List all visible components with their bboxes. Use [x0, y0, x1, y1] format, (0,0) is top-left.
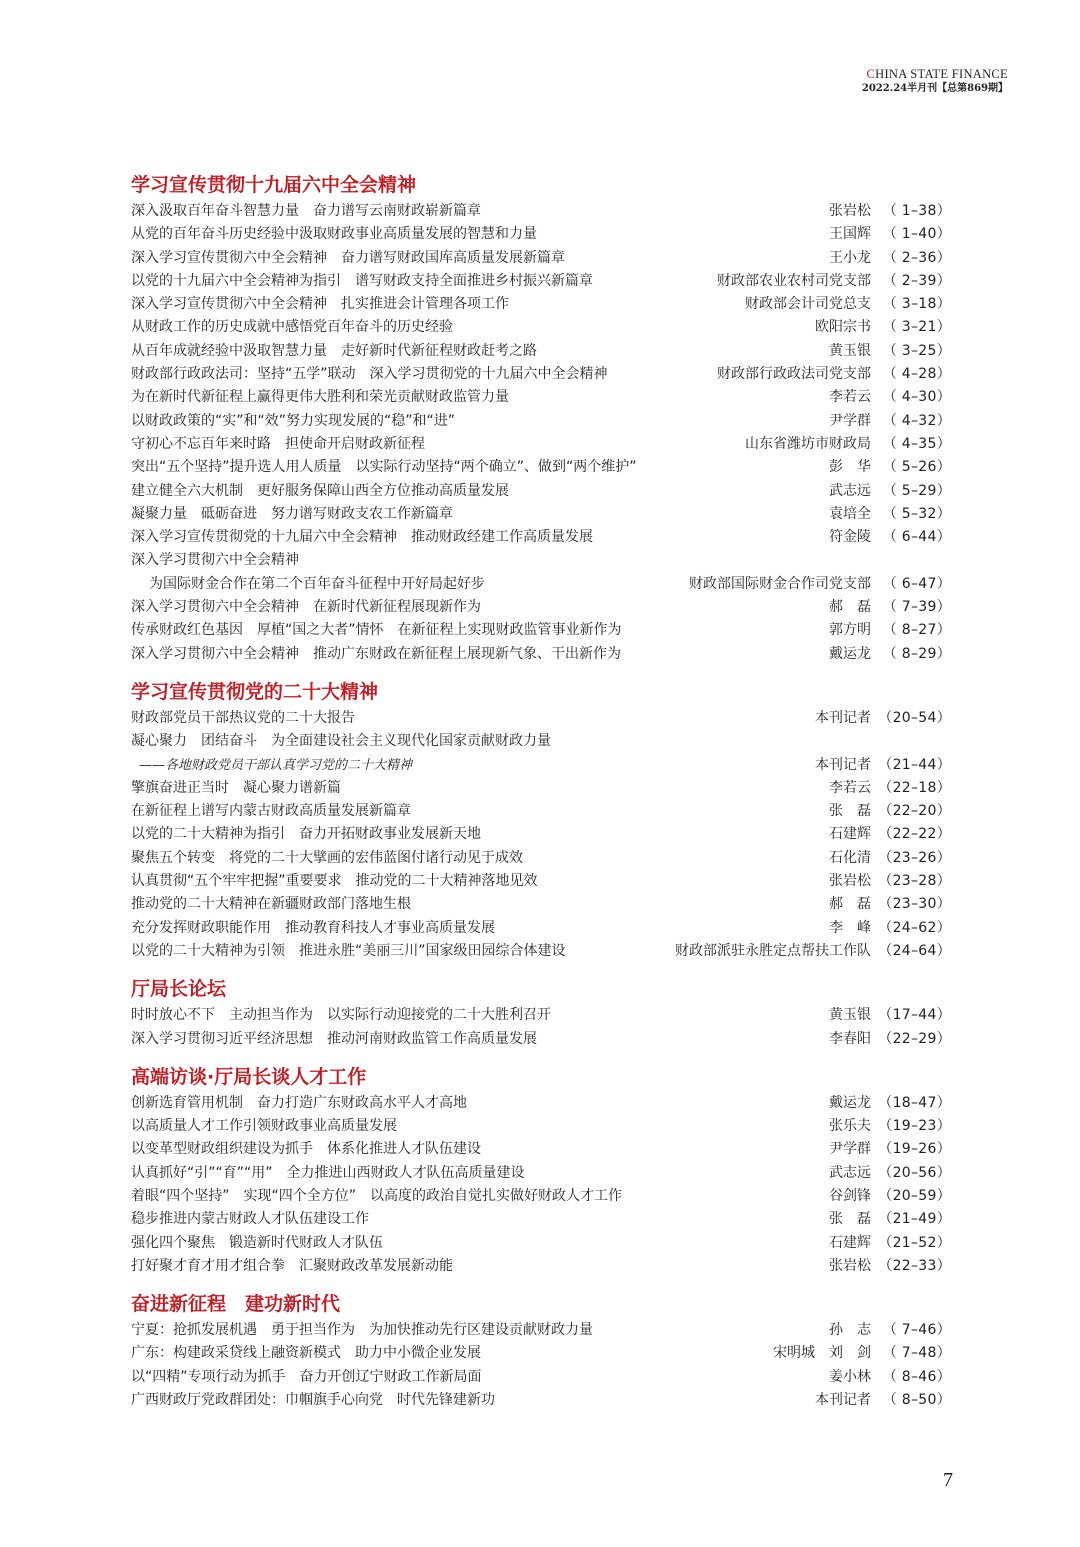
- article-title: 宁夏：抢抓发展机遇 勇于担当作为 为加快推动先行区建设贡献财政力量: [131, 1322, 593, 1339]
- issue-page-ref: （ 5–32）: [882, 505, 951, 522]
- issue-page-ref: （22–20）: [878, 803, 951, 820]
- article-author: 本刊记者: [815, 709, 871, 726]
- article-title: 以变革型财政组织建设为抓手 体系化推进人才队伍建设: [131, 1141, 481, 1158]
- entry-title-block: [131, 1208, 819, 1231]
- article-author: 戴运龙: [829, 645, 871, 662]
- entry-title-block: [131, 1255, 819, 1278]
- article-title: 以党的二十大精神为指引 奋力开拓财政事业发展新天地: [131, 826, 481, 843]
- issue-page-ref: （ 8–46）: [882, 1368, 951, 1385]
- entry-title-block: [131, 386, 819, 409]
- article-author: 李春阳: [829, 1030, 871, 1047]
- article-title: 擎旗奋进正当时 凝心聚力谱新篇: [131, 779, 341, 796]
- entry-title-block: [131, 316, 805, 339]
- issue-page-ref: （20–56）: [878, 1164, 951, 1181]
- journal-header: [862, 66, 1008, 96]
- article-author: 符金陵: [829, 529, 871, 546]
- article-author: 郝 磊: [829, 896, 871, 913]
- article-title: 在新征程上谱写内蒙古财政高质量发展新篇章: [131, 803, 411, 820]
- entry-title-block: [131, 1319, 819, 1342]
- issue-page-ref: （18–47）: [878, 1094, 951, 1111]
- toc-entry[interactable]: [131, 847, 951, 870]
- toc-section: [131, 976, 951, 1051]
- brand-initial: C: [866, 67, 876, 81]
- issue-page-ref: （ 4–32）: [882, 412, 951, 429]
- article-title: 深入学习贯彻六中全会精神: [131, 552, 299, 569]
- entry-title-block: [131, 270, 707, 293]
- article-author: 李若云: [829, 389, 871, 406]
- entry-title-block: [131, 200, 819, 223]
- issue-page-ref: （ 6–44）: [882, 529, 951, 546]
- issue-page-ref: （22–33）: [878, 1257, 951, 1274]
- article-author: 袁培全: [829, 505, 871, 522]
- toc-entry[interactable]: [131, 870, 951, 893]
- article-author: 本刊记者: [815, 756, 871, 773]
- article-author: 财政部农业农村司党支部: [717, 272, 871, 289]
- issue-page-ref: （ 5–29）: [882, 482, 951, 499]
- section-title: 厅局长论坛: [131, 978, 227, 1001]
- entry-title-block: [131, 549, 679, 596]
- issue-page-ref: （ 8–29）: [882, 645, 951, 662]
- entry-title-block: [131, 1115, 819, 1138]
- article-author: 王国辉: [829, 226, 871, 243]
- article-author: 财政部会计司党总支: [745, 296, 871, 313]
- issue-page-ref: （17–44）: [878, 1007, 951, 1024]
- toc-entry[interactable]: [131, 549, 951, 596]
- section-title: 奋进新征程 建功新时代: [131, 1293, 341, 1316]
- issue-page-ref: （20–54）: [878, 709, 951, 726]
- issue-page-ref: （22–29）: [878, 1030, 951, 1047]
- issue-page-ref: （21–52）: [878, 1234, 951, 1251]
- toc-entry[interactable]: [131, 1232, 951, 1255]
- article-title: 时时放心不下 主动担当作为 以实际行动迎接党的二十大胜利召开: [131, 1007, 551, 1024]
- issue-page-ref: （20–59）: [878, 1187, 951, 1204]
- toc-entry[interactable]: [131, 1138, 951, 1161]
- article-title: 深入学习宣传贯彻六中全会精神 奋力谱写财政国库高质量发展新篇章: [131, 249, 565, 266]
- article-title: 认真抓好“引”“育”“用” 全力推进山西财政人才队伍高质量建设: [131, 1164, 525, 1181]
- issue-page-ref: （ 1–40）: [882, 226, 951, 243]
- entry-title-block: [131, 619, 819, 642]
- toc-entry[interactable]: [131, 526, 951, 549]
- toc-section: [131, 1064, 951, 1278]
- table-of-contents: [131, 172, 951, 1425]
- entry-title-block: [131, 777, 819, 800]
- toc-entry[interactable]: [131, 247, 951, 270]
- article-author: 欧阳宗书: [815, 319, 871, 336]
- article-author: 李若云: [829, 779, 871, 796]
- toc-entry[interactable]: [131, 1162, 951, 1185]
- article-author: 张 磊: [829, 803, 871, 820]
- toc-section: [131, 679, 951, 963]
- page-number: 7: [943, 1469, 953, 1491]
- toc-entry[interactable]: [131, 1366, 951, 1389]
- article-title: 强化四个聚焦 锻造新时代财政人才队伍: [131, 1234, 383, 1251]
- entry-title-block: [131, 643, 819, 666]
- article-author: 财政部行政政法司党支部: [717, 366, 871, 383]
- toc-section: [131, 1291, 951, 1412]
- entry-title-block: [131, 917, 819, 940]
- article-author: 戴运龙: [829, 1094, 871, 1111]
- brand-rest: HINA STATE FINANCE: [875, 67, 1008, 81]
- entry-title-block: [131, 1138, 819, 1161]
- toc-entry[interactable]: [131, 456, 951, 479]
- entry-title-block: [131, 1092, 819, 1115]
- entry-title-block: [131, 1028, 819, 1051]
- article-title: 着眼“四个坚持” 实现“四个全方位” 以高度的政治自觉扎实做好财政人才工作: [131, 1187, 623, 1204]
- article-author: 彭 华: [829, 459, 871, 476]
- toc-entry[interactable]: [131, 270, 951, 293]
- issue-page-ref: （22–18）: [878, 779, 951, 796]
- article-author: 尹学群: [829, 1141, 871, 1158]
- article-author: 张岩松: [829, 203, 871, 219]
- entry-title-block: [131, 800, 819, 823]
- issue-page-ref: （23–28）: [878, 873, 951, 890]
- issue-page-ref: （ 2–36）: [882, 249, 951, 266]
- entry-title-block: [131, 247, 819, 270]
- article-title: 深入汲取百年奋斗智慧力量 奋力谱写云南财政崭新篇章: [131, 203, 481, 219]
- toc-entry[interactable]: [131, 293, 951, 316]
- toc-entry[interactable]: [131, 893, 951, 916]
- toc-entry[interactable]: [131, 596, 951, 619]
- toc-entry[interactable]: [131, 363, 951, 386]
- article-title: 推动党的二十大精神在新疆财政部门落地生根: [131, 896, 411, 913]
- toc-entry[interactable]: [131, 433, 951, 456]
- entry-title-block: [131, 526, 819, 549]
- issue-page-ref: （ 7–39）: [882, 599, 951, 616]
- issue-page-ref: （ 7–46）: [882, 1322, 951, 1339]
- article-author: 武志远: [829, 482, 871, 499]
- issue-page-ref: （23–26）: [878, 849, 951, 866]
- article-author: 石建辉: [829, 826, 871, 843]
- article-title-continued: 为国际财金合作在第二个百年奋斗征程中开好局起好步: [149, 575, 485, 592]
- entry-title-block: [131, 1004, 819, 1027]
- article-author: 张乐夫: [829, 1118, 871, 1135]
- article-author: 尹学群: [829, 412, 871, 429]
- article-title: 守初心不忘百年来时路 担使命开启财政新征程: [131, 435, 425, 452]
- section-title: 学习宣传贯彻党的二十大精神: [131, 680, 379, 703]
- article-author: 张岩松: [829, 873, 871, 890]
- article-title: 深入学习宣传贯彻党的十九届六中全会精神 推动财政经建工作高质量发展: [131, 529, 593, 546]
- entry-title-block: [131, 1232, 819, 1255]
- article-title: 深入学习贯彻六中全会精神 在新时代新征程展现新作为: [131, 599, 481, 616]
- issue-page-ref: （ 4–28）: [882, 366, 951, 383]
- article-author: 财政部派驻永胜定点帮扶工作队: [675, 942, 871, 959]
- article-title: 建立健全六大机制 更好服务保障山西全方位推动高质量发展: [131, 482, 509, 499]
- toc-entry[interactable]: [131, 619, 951, 642]
- article-title: 稳步推进内蒙古财政人才队伍建设工作: [131, 1211, 369, 1228]
- entry-title-block: [131, 847, 819, 870]
- toc-entry[interactable]: [131, 386, 951, 409]
- entry-title-block: [131, 433, 735, 456]
- toc-entry[interactable]: [131, 1004, 951, 1027]
- toc-entry[interactable]: [131, 707, 951, 730]
- issue-page-ref: （ 8–27）: [882, 622, 951, 639]
- article-author: 武志远: [829, 1164, 871, 1181]
- article-author: 郝 磊: [829, 599, 871, 616]
- issue-info: 2022.24半月刊【总第869期】: [861, 83, 1008, 94]
- article-author: 张岩松: [829, 1257, 871, 1274]
- entry-title-block: [131, 870, 819, 893]
- toc-section: [131, 172, 951, 666]
- entry-title-block: [131, 480, 819, 503]
- article-title: 从财政工作的历史成就中感悟党百年奋斗的历史经验: [131, 319, 453, 336]
- issue-page-ref: （ 6–47）: [882, 575, 951, 592]
- entry-title-block: [131, 410, 819, 433]
- article-title: 传承财政红色基因 厚植“国之大者”情怀 在新征程上实现财政监管事业新作为: [131, 622, 622, 639]
- toc-entry[interactable]: [131, 316, 951, 339]
- article-author: 姜小林: [829, 1368, 871, 1385]
- entry-title-block: [131, 940, 665, 963]
- article-title: 财政部党员干部热议党的二十大报告: [131, 709, 355, 726]
- article-author: 黄玉银: [829, 342, 871, 359]
- toc-entry[interactable]: [131, 1092, 951, 1115]
- entry-title-block: [131, 1389, 805, 1412]
- article-title: 打好聚才育才用才组合拳 汇聚财政改革发展新动能: [131, 1257, 453, 1274]
- article-title: 从百年成就经验中汲取智慧力量 走好新时代新征程财政赶考之路: [131, 342, 537, 359]
- toc-entry[interactable]: [131, 1185, 951, 1208]
- issue-page-ref: （ 7–48）: [882, 1345, 951, 1362]
- toc-entry[interactable]: [131, 823, 951, 846]
- article-title: 聚焦五个转变 将党的二十大擘画的宏伟蓝图付诸行动见于成效: [131, 849, 523, 866]
- issue-page-ref: （ 1–38）: [882, 203, 951, 219]
- article-title: 以“四精”专项行动为抓手 奋力开创辽宁财政工作新局面: [131, 1368, 482, 1385]
- issue-page-ref: （22–22）: [878, 826, 951, 843]
- article-title: 以高质量人才工作引领财政事业高质量发展: [131, 1118, 397, 1135]
- toc-entry[interactable]: [131, 643, 951, 666]
- issue-page-ref: （19–26）: [878, 1141, 951, 1158]
- article-title: 创新选育管用机制 奋力打造广东财政高水平人才高地: [131, 1094, 467, 1111]
- article-author: 宋明城 刘 剑: [773, 1345, 871, 1362]
- toc-entry[interactable]: [131, 940, 951, 963]
- entry-title-block: [131, 730, 805, 777]
- toc-entry[interactable]: [131, 917, 951, 940]
- article-author: 山东省潍坊市财政局: [745, 435, 871, 452]
- toc-entry[interactable]: [131, 410, 951, 433]
- article-title: 广西财政厅党政群团处：巾帼旗手心向党 时代先锋建新功: [131, 1392, 495, 1409]
- issue-page-ref: （ 2–39）: [882, 272, 951, 289]
- article-title: 认真贯彻“五个牢牢把握”重要要求 推动党的二十大精神落地见效: [131, 873, 538, 890]
- article-author: 石化清: [829, 849, 871, 866]
- article-title: 凝聚力量 砥砺奋进 努力谱写财政支农工作新篇章: [131, 505, 453, 522]
- toc-entry[interactable]: [131, 730, 951, 777]
- toc-entry[interactable]: [131, 1389, 951, 1412]
- issue-page-ref: （ 3–18）: [882, 296, 951, 313]
- article-author: 王小龙: [829, 249, 871, 266]
- entry-title-block: [131, 340, 819, 363]
- toc-entry[interactable]: [131, 800, 951, 823]
- toc-entry[interactable]: [131, 480, 951, 503]
- toc-entry[interactable]: [131, 1208, 951, 1231]
- entry-title-block: [131, 1342, 763, 1365]
- article-author: 谷剑锋: [829, 1187, 871, 1204]
- toc-entry[interactable]: [131, 1028, 951, 1051]
- entry-title-block: [131, 1162, 819, 1185]
- article-title: 为在新时代新征程上赢得更伟大胜利和荣光贡献财政监管力量: [131, 389, 509, 406]
- article-title: 从党的百年奋斗历史经验中汲取财政事业高质量发展的智慧和力量: [131, 226, 537, 243]
- toc-entry[interactable]: [131, 777, 951, 800]
- article-title: 以党的二十大精神为引领 推进永胜“美丽三川”国家级田园综合体建设: [131, 942, 566, 959]
- article-author: 石建辉: [829, 1234, 871, 1251]
- issue-page-ref: （ 3–21）: [882, 319, 951, 336]
- toc-entry[interactable]: [131, 223, 951, 246]
- article-title: 突出“五个坚持”提升选人用人质量 以实际行动坚持“两个确立”、做到“两个维护”: [131, 459, 637, 476]
- article-author: 郭方明: [829, 622, 871, 639]
- entry-title-block: [131, 456, 819, 479]
- entry-title-block: [131, 363, 707, 386]
- entry-title-block: [131, 707, 805, 730]
- issue-page-ref: （21–44）: [878, 756, 951, 773]
- article-title: 财政部行政政法司：坚持“五学”联动 深入学习贯彻党的十九届六中全会精神: [131, 366, 608, 383]
- entry-title-block: [131, 823, 819, 846]
- toc-entry[interactable]: [131, 200, 951, 223]
- issue-page-ref: （21–49）: [878, 1211, 951, 1228]
- entry-title-block: [131, 223, 819, 246]
- issue-page-ref: （24–64）: [878, 942, 951, 959]
- entry-title-block: [131, 503, 819, 526]
- issue-page-ref: （19–23）: [878, 1118, 951, 1135]
- article-title: 充分发挥财政职能作用 推动教育科技人才事业高质量发展: [131, 919, 495, 936]
- article-author: 财政部国际财金合作司党支部: [689, 575, 871, 592]
- article-title: 深入学习贯彻六中全会精神 推动广东财政在新征程上展现新气象、干出新作为: [131, 645, 621, 662]
- section-title: 学习宣传贯彻十九届六中全会精神: [131, 174, 417, 196]
- issue-page-ref: （ 4–30）: [882, 389, 951, 406]
- article-author: 李 峰: [829, 919, 871, 936]
- issue-page-ref: （23–30）: [878, 896, 951, 913]
- article-title: 深入学习贯彻习近平经济思想 推动河南财政监管工作高质量发展: [131, 1030, 537, 1047]
- entry-title-block: [131, 293, 735, 316]
- toc-entry[interactable]: [131, 503, 951, 526]
- issue-page-ref: （ 8–50）: [882, 1392, 951, 1409]
- toc-entry[interactable]: [131, 1319, 951, 1342]
- article-author: 黄玉银: [829, 1007, 871, 1024]
- issue-page-ref: （ 4–35）: [882, 435, 951, 452]
- article-author: 张 磊: [829, 1211, 871, 1228]
- issue-page-ref: （24–62）: [878, 919, 951, 936]
- journal-brand: [862, 66, 1008, 82]
- article-author: 孙 志: [829, 1322, 871, 1339]
- entry-title-block: [131, 1185, 819, 1208]
- issue-page-ref: （ 3–25）: [882, 342, 951, 359]
- article-title: 以财政政策的“实”和“效”努力实现发展的“稳”和“进”: [131, 412, 456, 429]
- entry-title-block: [131, 893, 819, 916]
- entry-title-block: [131, 1366, 819, 1389]
- article-author: 本刊记者: [815, 1392, 871, 1409]
- toc-entry[interactable]: [131, 340, 951, 363]
- article-title: 深入学习宣传贯彻六中全会精神 扎实推进会计管理各项工作: [131, 296, 509, 313]
- toc-entry[interactable]: [131, 1255, 951, 1278]
- toc-entry[interactable]: [131, 1342, 951, 1365]
- issue-page-ref: （ 5–26）: [882, 459, 951, 476]
- article-title: 广东：构建政采贷线上融资新模式 助力中小微企业发展: [131, 1345, 481, 1362]
- article-title: 以党的十九届六中全会精神为指引 谱写财政支持全面推进乡村振兴新篇章: [131, 272, 593, 289]
- section-title: 高端访谈·厅局长谈人才工作: [131, 1065, 367, 1088]
- toc-entry[interactable]: [131, 1115, 951, 1138]
- article-title: 凝心聚力 团结奋斗 为全面建设社会主义现代化国家贡献财政力量: [131, 733, 551, 750]
- entry-title-block: [131, 596, 819, 619]
- article-subtitle: ——各地财政党员干部认真学习党的二十大精神: [139, 757, 413, 773]
